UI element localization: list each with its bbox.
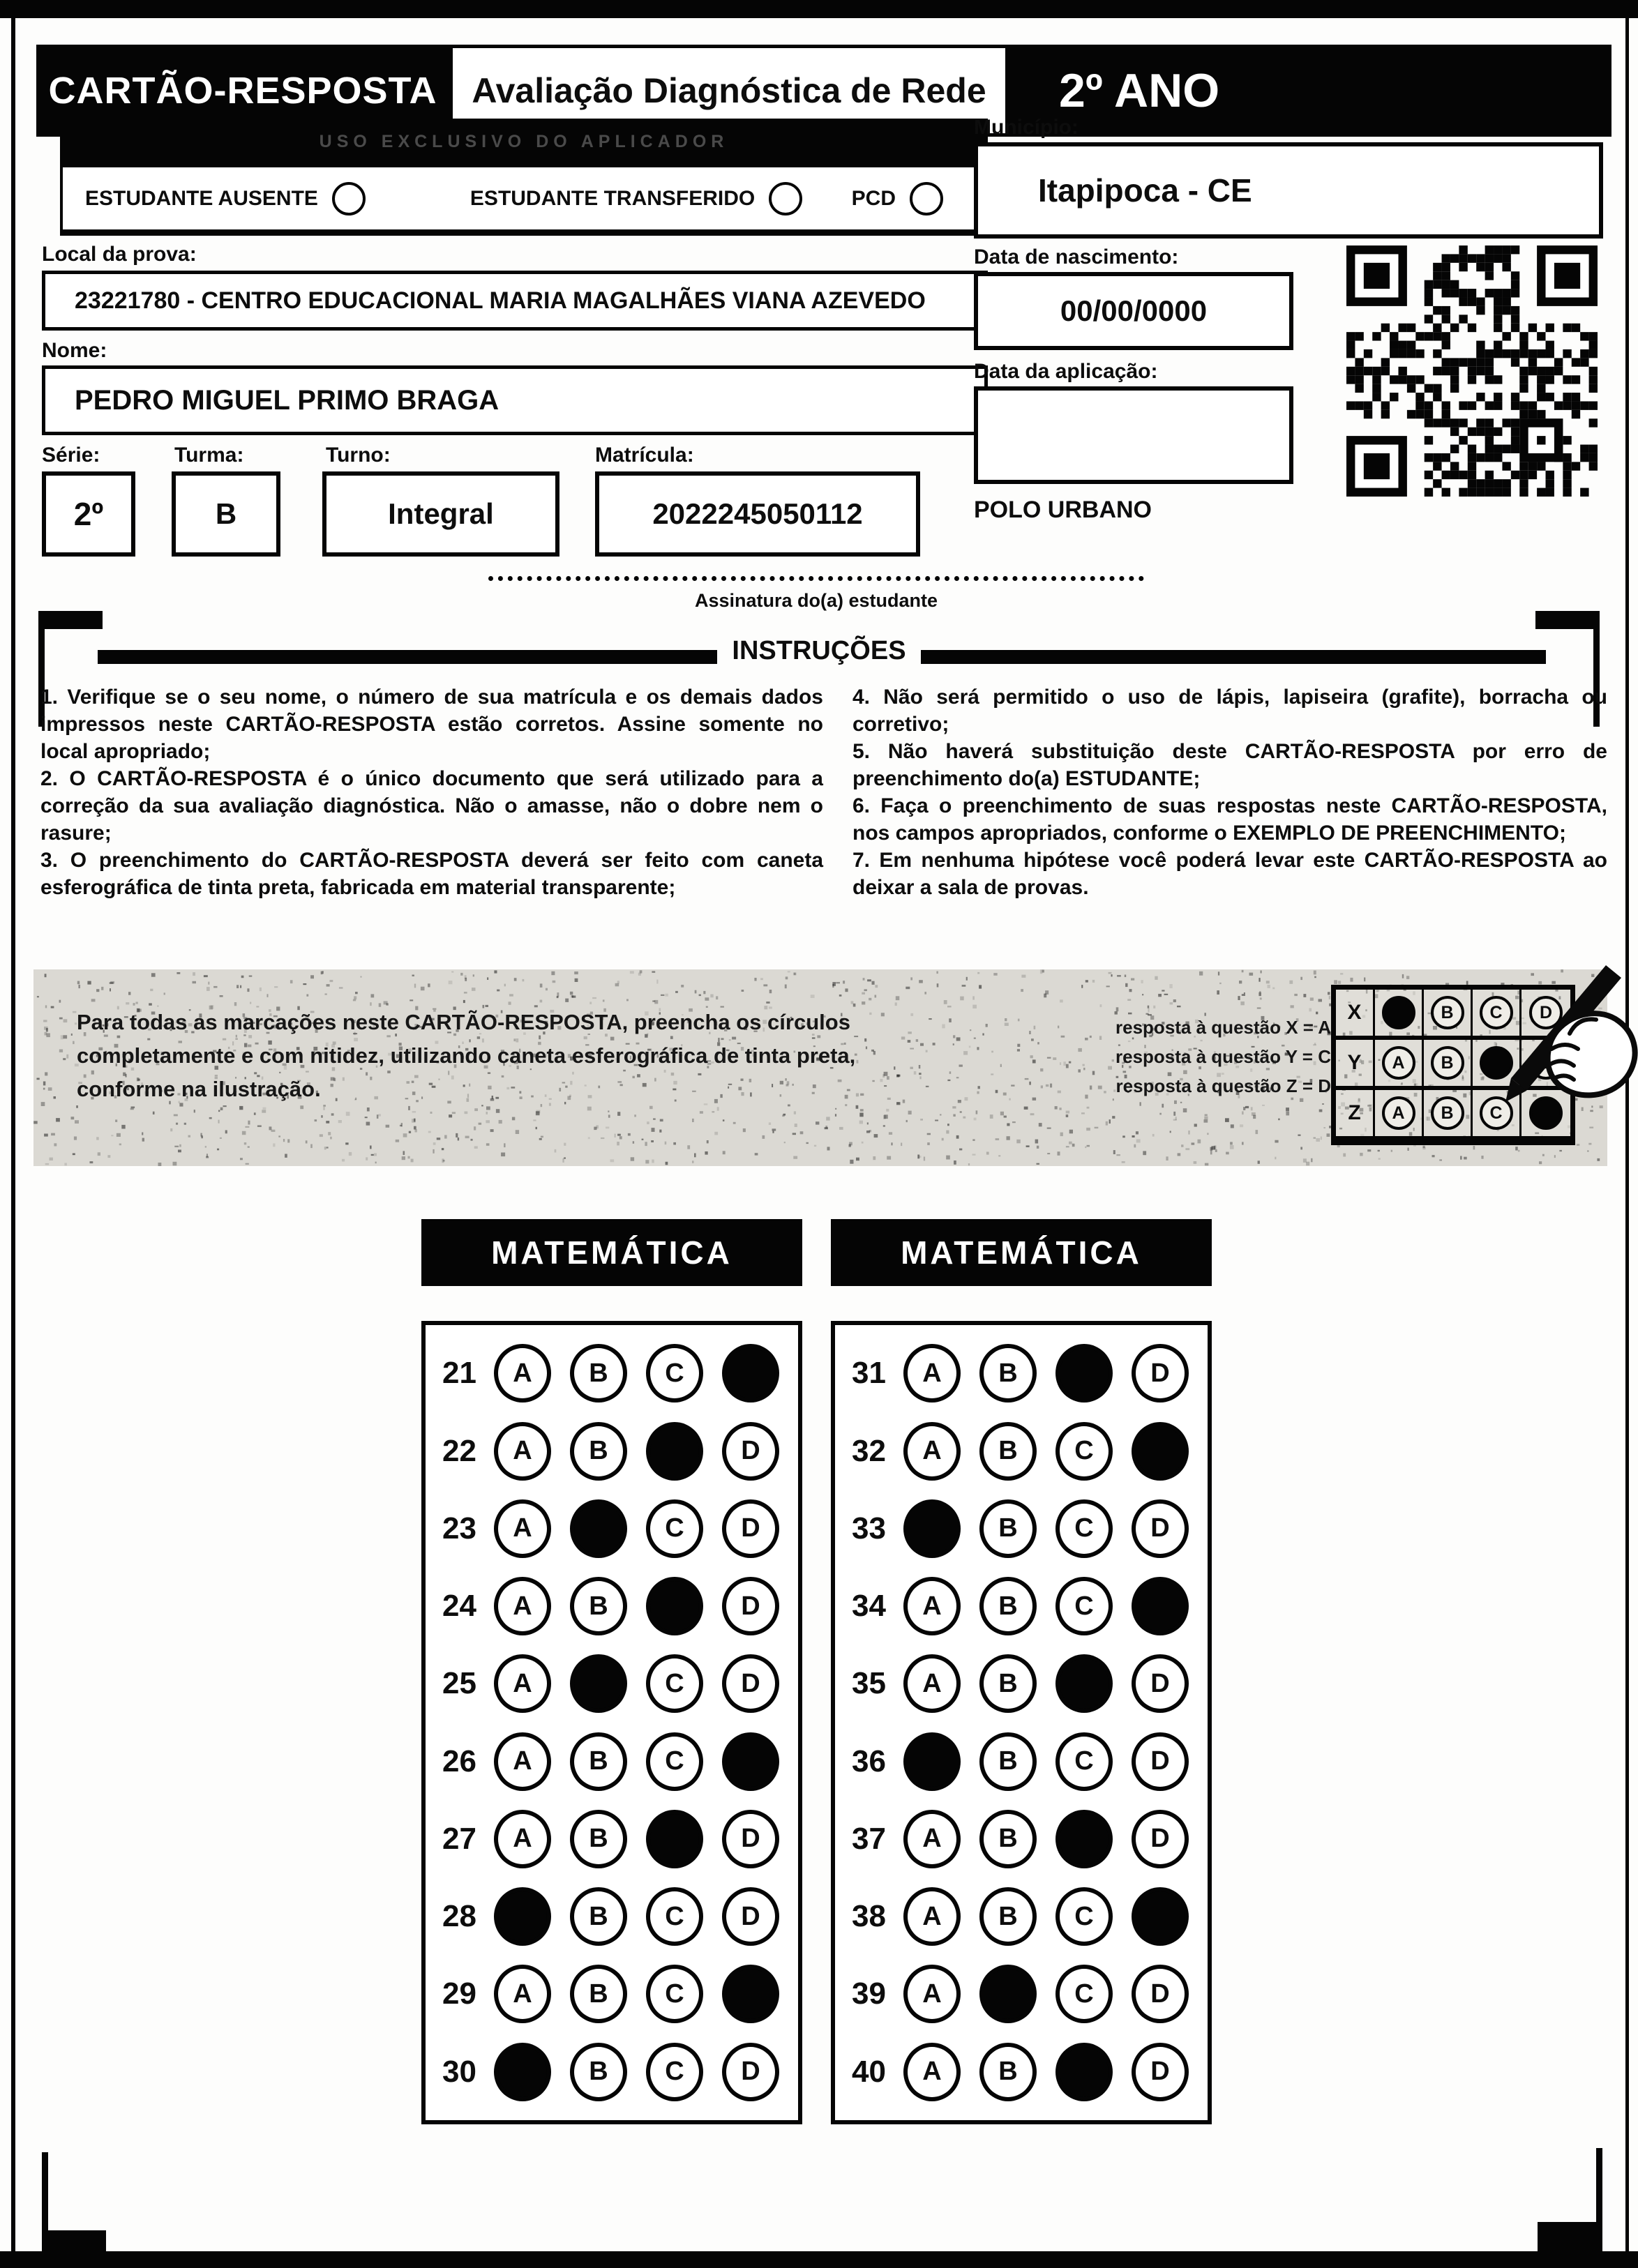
status-option <box>470 182 802 216</box>
answer-bubble-c[interactable] <box>1055 2043 1113 2101</box>
question-row <box>835 2043 1208 2101</box>
question-number: 30 <box>442 2054 476 2089</box>
example-row-label: Z <box>1336 1090 1375 1136</box>
answer-bubble-a[interactable]: A <box>903 1887 961 1946</box>
question-number: 23 <box>442 1511 476 1545</box>
instructions-left-column <box>40 683 823 901</box>
instruction-item: 6. Faça o preenchimento de suas respostas neste CARTÃO-RESPOSTA, nos campos apropriados, conforme o EXEMPLO DE PREENCHIMENTO; <box>852 794 1607 845</box>
example-legend-line: resposta à questão Y = C <box>1115 1046 1331 1067</box>
answer-bubble-c[interactable] <box>646 1810 703 1868</box>
answer-bubble-c[interactable]: C <box>1055 1887 1113 1946</box>
answer-bubble-d[interactable]: D <box>722 1422 779 1481</box>
answer-bubble-a[interactable]: A <box>903 1577 961 1635</box>
question-number: 32 <box>852 1433 886 1468</box>
bracket-top-right <box>1535 611 1600 629</box>
question-row <box>426 1654 798 1713</box>
page-right-border <box>1625 0 1629 2268</box>
answer-bubble-b[interactable]: B <box>979 1654 1037 1713</box>
turma-label: Turma: <box>174 444 244 467</box>
nome-label: Nome: <box>42 339 107 362</box>
answer-bubble-a[interactable]: A <box>903 1654 961 1713</box>
example-bubble: B <box>1431 1046 1464 1080</box>
answer-bubble-c[interactable] <box>1055 1654 1113 1713</box>
answer-bubble-a[interactable]: A <box>494 1810 551 1868</box>
question-row <box>426 1499 798 1558</box>
page-left-border <box>11 0 15 2268</box>
answer-bubble-b[interactable]: B <box>979 1887 1037 1946</box>
municipio-label: Município: <box>974 116 1079 139</box>
example-legend <box>982 1013 1331 1101</box>
status-option-circle[interactable] <box>769 182 802 216</box>
answer-bubble-b[interactable]: B <box>979 1499 1037 1558</box>
answer-bubble-d[interactable]: D <box>1132 1965 1189 2023</box>
answer-bubble-c[interactable]: C <box>646 1887 703 1946</box>
instruction-item: 4. Não será permitido o uso de lápis, lapiseira (grafite), borracha ou corretivo; <box>852 686 1607 736</box>
answer-bubble-c[interactable]: C <box>1055 1732 1113 1791</box>
hand-pen-illustration <box>1479 962 1638 1127</box>
status-option-circle[interactable] <box>910 182 943 216</box>
answer-bubble-d[interactable] <box>722 1965 779 2023</box>
question-row <box>426 1577 798 1635</box>
answer-bubble-b[interactable]: B <box>570 1577 627 1635</box>
answer-bubble-d[interactable]: D <box>722 1654 779 1713</box>
nome-value: PEDRO MIGUEL PRIMO BRAGA <box>42 365 988 435</box>
answer-bubble-b[interactable]: B <box>979 1577 1037 1635</box>
question-row <box>835 1577 1208 1635</box>
answer-bubble-b[interactable]: B <box>979 2043 1037 2101</box>
status-options-box <box>60 165 988 236</box>
answer-bubble-b[interactable] <box>570 1654 627 1713</box>
answer-bubble-b[interactable]: B <box>979 1422 1037 1481</box>
data-aplicacao-label: Data da aplicação: <box>974 360 1158 383</box>
answer-bubble-c[interactable]: C <box>646 1965 703 2023</box>
question-row <box>426 1344 798 1403</box>
question-number: 27 <box>442 1821 476 1856</box>
answer-bubble-a[interactable] <box>494 1887 551 1946</box>
instruction-item: 5. Não haverá substituição deste CARTÃO-RESPOSTA por erro de preenchimento do(a) ESTUDANTE; <box>852 740 1607 790</box>
question-row <box>835 1810 1208 1868</box>
local-da-prova-value: 23221780 - CENTRO EDUCACIONAL MARIA MAGALHÃES VIANA AZEVEDO <box>42 271 988 331</box>
answer-bubble-a[interactable] <box>903 1499 961 1558</box>
question-row <box>835 1732 1208 1791</box>
answer-bubble-d[interactable] <box>722 1344 779 1403</box>
question-row <box>835 1887 1208 1946</box>
signature-line[interactable] <box>488 576 1144 581</box>
question-number: 38 <box>852 1899 886 1934</box>
question-row <box>426 1887 798 1946</box>
question-number: 21 <box>442 1356 476 1391</box>
serie-value: 2º <box>42 471 135 557</box>
answer-bubble-b[interactable]: B <box>979 1810 1037 1868</box>
status-option-label: ESTUDANTE AUSENTE <box>85 186 318 210</box>
answer-bubble-b[interactable] <box>979 1965 1037 2023</box>
answer-bubble-b[interactable]: B <box>570 1965 627 2023</box>
example-bubble <box>1382 996 1415 1029</box>
answer-bubble-d[interactable]: D <box>1132 1654 1189 1713</box>
question-row <box>426 1422 798 1481</box>
turno-value: Integral <box>322 471 559 557</box>
question-number: 39 <box>852 1976 886 2011</box>
question-row <box>835 1344 1208 1403</box>
grade-label: 2º ANO <box>1009 45 1611 137</box>
example-bubble-cell <box>1424 1090 1473 1136</box>
question-number: 24 <box>442 1589 476 1624</box>
answer-bubble-b[interactable]: B <box>979 1344 1037 1403</box>
instruction-item: 2. O CARTÃO-RESPOSTA é o único documento que será utilizado para a correção da sua avaliação diagnóstica. Não o amasse, não o dobre nem o rasure; <box>40 767 823 845</box>
question-number: 25 <box>442 1666 476 1701</box>
answer-bubble-d[interactable]: D <box>1132 1810 1189 1868</box>
answer-bubble-b[interactable]: B <box>570 1732 627 1791</box>
question-number: 35 <box>852 1666 886 1701</box>
signature-label: Assinatura do(a) estudante <box>694 590 938 611</box>
answer-bubble-c[interactable] <box>646 1577 703 1635</box>
example-bubble-cell <box>1424 990 1473 1036</box>
status-option-label: ESTUDANTE TRANSFERIDO <box>469 186 756 210</box>
answer-bubble-a[interactable]: A <box>903 1965 961 2023</box>
example-bubble: A <box>1382 1096 1415 1130</box>
example-bubble-cell <box>1375 1040 1424 1086</box>
answer-bubble-d[interactable]: D <box>722 1887 779 1946</box>
question-number: 31 <box>852 1356 886 1391</box>
answer-bubble-c[interactable]: C <box>1055 1965 1113 2023</box>
example-legend-line: resposta à questão X = A <box>1115 1017 1331 1038</box>
question-number: 40 <box>852 2054 886 2089</box>
exam-title: Avaliação Diagnóstica de Rede <box>449 45 1009 137</box>
data-nascimento-label: Data de nascimento: <box>974 245 1179 269</box>
answer-bubble-b[interactable]: B <box>570 1887 627 1946</box>
question-row <box>835 1499 1208 1558</box>
answer-bubble-a[interactable] <box>903 1732 961 1791</box>
answer-bubble-a[interactable]: A <box>903 1810 961 1868</box>
answer-bubble-c[interactable]: C <box>646 1654 703 1713</box>
answer-bubble-a[interactable]: A <box>903 2043 961 2101</box>
fill-example-strip <box>33 969 1607 1166</box>
page-bottom-border <box>0 2251 1638 2268</box>
status-option <box>852 182 943 216</box>
page-top-border <box>0 0 1638 18</box>
example-bubble-cell <box>1375 1090 1424 1136</box>
answer-bubble-a[interactable]: A <box>494 1654 551 1713</box>
question-row <box>835 1654 1208 1713</box>
crop-mark-bottom-left <box>42 2230 106 2262</box>
local-da-prova-label: Local da prova: <box>42 243 197 266</box>
instructions-right-column <box>852 683 1607 901</box>
answer-bubble-b[interactable]: B <box>570 1810 627 1868</box>
question-row <box>426 2043 798 2101</box>
answer-bubble-a[interactable]: A <box>494 1499 551 1558</box>
answer-bubble-c[interactable] <box>646 1422 703 1481</box>
example-bubble-cell <box>1375 990 1424 1036</box>
answer-bubble-a[interactable] <box>494 2043 551 2101</box>
answer-grid-21-30 <box>421 1321 802 2124</box>
answer-bubble-b[interactable]: B <box>570 2043 627 2101</box>
question-row <box>835 1965 1208 2023</box>
instruction-item: 1. Verifique se o seu nome, o número de sua matrícula e os demais dados impressos neste CARTÃO-RESPOSTA estão corretos. Assine somente no local apropriado; <box>40 686 823 763</box>
answer-bubble-a[interactable]: A <box>494 1732 551 1791</box>
answer-bubble-a[interactable]: A <box>903 1422 961 1481</box>
answer-bubble-d[interactable] <box>722 1732 779 1791</box>
bracket-top-left <box>38 611 103 629</box>
example-legend-line: resposta à questão Z = D <box>1115 1075 1331 1096</box>
question-number: 33 <box>852 1511 886 1545</box>
question-number: 28 <box>442 1899 476 1934</box>
example-bubble: B <box>1431 1096 1464 1130</box>
answer-bubble-c[interactable]: C <box>646 2043 703 2101</box>
matricula-value: 2022245050112 <box>595 471 920 557</box>
answer-bubble-c[interactable] <box>1055 1344 1113 1403</box>
answer-bubble-c[interactable]: C <box>646 1499 703 1558</box>
example-bubble: A <box>1382 1046 1415 1080</box>
answer-bubble-b[interactable]: B <box>570 1344 627 1403</box>
question-number: 37 <box>852 1821 886 1856</box>
card-title: CARTÃO-RESPOSTA <box>36 45 449 137</box>
example-bubble: D <box>1529 996 1563 1029</box>
answer-bubble-d[interactable]: D <box>1132 1499 1189 1558</box>
question-row <box>426 1732 798 1791</box>
example-bubble: B <box>1431 996 1464 1029</box>
question-number: 36 <box>852 1744 886 1778</box>
question-row <box>426 1965 798 2023</box>
status-option-label: PCD <box>851 186 896 210</box>
example-row-label: X <box>1336 990 1375 1036</box>
example-instruction-text: Para todas as marcações neste CARTÃO-RESPOSTA, preencha os círculos completamente e com nitidez, utilizando caneta esferográfica de tinta preta, conforme na ilustração. <box>77 1010 856 1101</box>
answer-bubble-d[interactable]: D <box>722 1577 779 1635</box>
answer-grid-31-40 <box>831 1321 1212 2124</box>
turma-value: B <box>172 471 280 557</box>
answer-bubble-d[interactable]: D <box>1132 2043 1189 2101</box>
instruction-item: 7. Em nenhuma hipótese você poderá levar este CARTÃO-RESPOSTA ao deixar a sala de provas. <box>852 849 1607 899</box>
qr-code <box>1346 245 1598 497</box>
question-row <box>426 1810 798 1868</box>
answer-bubble-d[interactable]: D <box>722 2043 779 2101</box>
answer-bubble-c[interactable]: C <box>1055 1499 1113 1558</box>
answer-bubble-d[interactable] <box>1132 1887 1189 1946</box>
instructions-title: INSTRUÇÕES <box>732 636 906 665</box>
turno-label: Turno: <box>326 444 391 467</box>
answer-bubble-a[interactable]: A <box>494 1422 551 1481</box>
question-row <box>835 1422 1208 1481</box>
crop-mark-bottom-right <box>1538 2222 1602 2253</box>
data-nascimento-value: 00/00/0000 <box>974 272 1293 350</box>
answer-bubble-b[interactable]: B <box>979 1732 1037 1791</box>
applicator-exclusive-bar: USO EXCLUSIVO DO APLICADOR <box>60 119 988 165</box>
answer-bubble-a[interactable]: A <box>903 1344 961 1403</box>
answer-bubble-a[interactable]: A <box>494 1344 551 1403</box>
answer-bubble-c[interactable]: C <box>1055 1422 1113 1481</box>
answer-bubble-c[interactable] <box>1055 1810 1113 1868</box>
question-number: 34 <box>852 1589 886 1624</box>
answer-bubble-a[interactable]: A <box>494 1965 551 2023</box>
example-bubble: C <box>1480 1096 1513 1130</box>
answer-bubble-d[interactable]: D <box>1132 1732 1189 1791</box>
section-title-matematica-2: MATEMÁTICA <box>831 1219 1212 1286</box>
section-title-matematica-1: MATEMÁTICA <box>421 1219 802 1286</box>
question-number: 29 <box>442 1976 476 2011</box>
answer-bubble-a[interactable]: A <box>494 1577 551 1635</box>
answer-bubble-c[interactable]: C <box>1055 1577 1113 1635</box>
example-row-label: Y <box>1336 1040 1375 1086</box>
instruction-item: 3. O preenchimento do CARTÃO-RESPOSTA deverá ser feito com caneta esferográfica de tinta preta, fabricada em material transparente; <box>40 849 823 899</box>
answer-bubble-d[interactable]: D <box>1132 1344 1189 1403</box>
municipio-value: Itapipoca - CE <box>974 142 1603 239</box>
matricula-label: Matrícula: <box>595 444 694 467</box>
question-number: 26 <box>442 1744 476 1778</box>
answer-bubble-c[interactable]: C <box>646 1732 703 1791</box>
example-bubble-cell <box>1424 1040 1473 1086</box>
answer-bubble-b[interactable] <box>570 1499 627 1558</box>
example-bubble: C <box>1480 996 1513 1029</box>
serie-label: Série: <box>42 444 100 467</box>
answer-bubble-d[interactable] <box>1132 1577 1189 1635</box>
answer-bubble-b[interactable]: B <box>570 1422 627 1481</box>
status-option-circle[interactable] <box>332 182 366 216</box>
question-number: 22 <box>442 1433 476 1468</box>
polo-label: POLO URBANO <box>974 497 1152 523</box>
status-option <box>85 182 366 216</box>
answer-bubble-d[interactable]: D <box>722 1810 779 1868</box>
answer-bubble-d[interactable]: D <box>722 1499 779 1558</box>
answer-bubble-c[interactable]: C <box>646 1344 703 1403</box>
answer-bubble-d[interactable] <box>1132 1422 1189 1481</box>
data-aplicacao-value <box>974 386 1293 484</box>
